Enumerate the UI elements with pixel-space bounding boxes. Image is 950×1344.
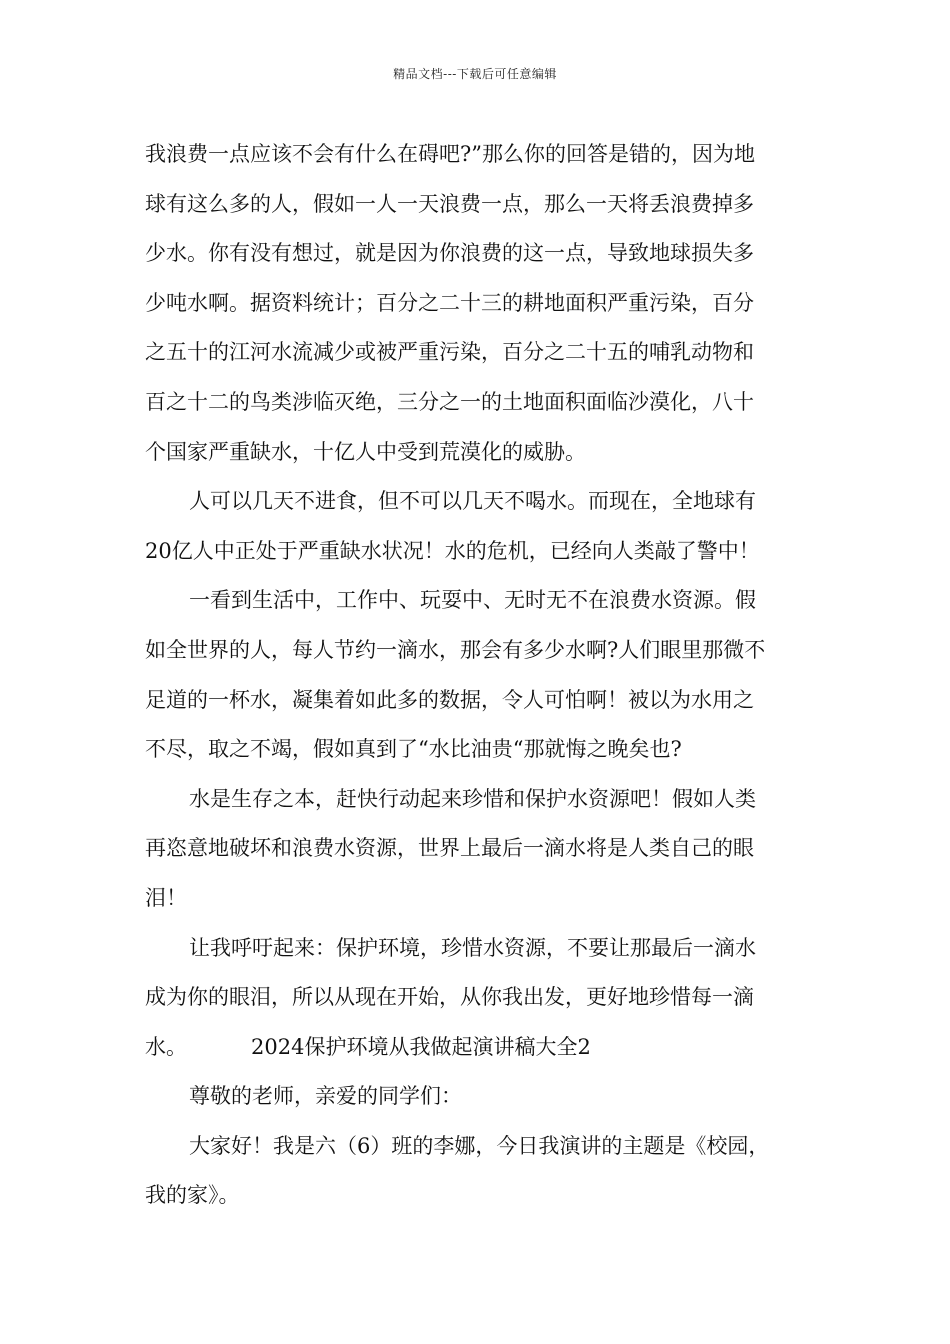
text-line: 泪！ bbox=[145, 885, 187, 910]
paragraph-first-line: 让我呼吁起来：保护环境，珍惜水资源，不要让那最后一滴水 bbox=[189, 935, 756, 960]
document-body bbox=[145, 130, 810, 1221]
text-line: 少吨水啊。据资料统计；百分之二十三的耕地面积严重污染，百分 bbox=[145, 290, 754, 315]
page-header: 精品文档---下载后可任意编辑 bbox=[393, 67, 557, 81]
text-line: 如全世界的人，每人节约一滴水，那会有多少水啊?人们眼里那微不 bbox=[145, 637, 766, 662]
text-line: 个国家严重缺水，十亿人中受到荒漠化的威胁。 bbox=[145, 439, 586, 464]
text-line: 我的家》。 bbox=[145, 1183, 240, 1208]
text-line: 之五十的江河水流减少或被严重污染，百分之二十五的哺乳动物和 bbox=[145, 340, 754, 365]
paragraph-first-line: 人可以几天不进食，但不可以几天不喝水。而现在，全地球有 bbox=[189, 489, 756, 514]
text-line: 我浪费一点应该不会有什么在碍吧?”那么你的回答是错的，因为地 bbox=[145, 142, 755, 166]
text-line-end: 水。 bbox=[145, 1034, 187, 1059]
text-line-with-heading bbox=[145, 1023, 810, 1073]
text-line: 再恣意地破坏和浪费水资源，世界上最后一滴水将是人类自己的眼 bbox=[145, 836, 754, 861]
text-line: 球有这么多的人，假如一人一天浪费一点，那么一天将丢浪费掉多 bbox=[145, 191, 754, 216]
text-line: 足道的一杯水，凝集着如此多的数据，令人可怕啊！被以为水用之 bbox=[145, 687, 754, 712]
paragraph-first-line: 一看到生活中，工作中、玩耍中、无时无不在浪费水资源。假 bbox=[189, 588, 756, 613]
text-line: 20亿人中正处于严重缺水状况！水的危机，已经向人类敲了警中！ bbox=[145, 538, 760, 563]
text-line: 不尽，取之不竭，假如真到了“水比油贵“那就悔之晚矣也? bbox=[145, 737, 682, 762]
paragraph-first-line: 水是生存之本，赶快行动起来珍惜和保护水资源吧！假如人类 bbox=[189, 786, 756, 811]
text-line: 成为你的眼泪，所以从现在开始，从你我出发，更好地珍惜每一滴 bbox=[145, 985, 754, 1010]
section-heading: 2024保护环境从我做起演讲稿大全2 bbox=[251, 1034, 591, 1059]
text-line: 少水。你有没有想过，就是因为你浪费的这一点，导致地球损失多 bbox=[145, 241, 754, 266]
text-line: 百之十二的鸟类涉临灭绝，三分之一的土地面积面临沙漠化，八十 bbox=[145, 389, 754, 414]
salutation: 尊敬的老师，亲爱的同学们： bbox=[189, 1084, 462, 1109]
paragraph-first-line: 大家好！我是六（6）班的李娜，今日我演讲的主题是《校园， bbox=[189, 1133, 770, 1158]
